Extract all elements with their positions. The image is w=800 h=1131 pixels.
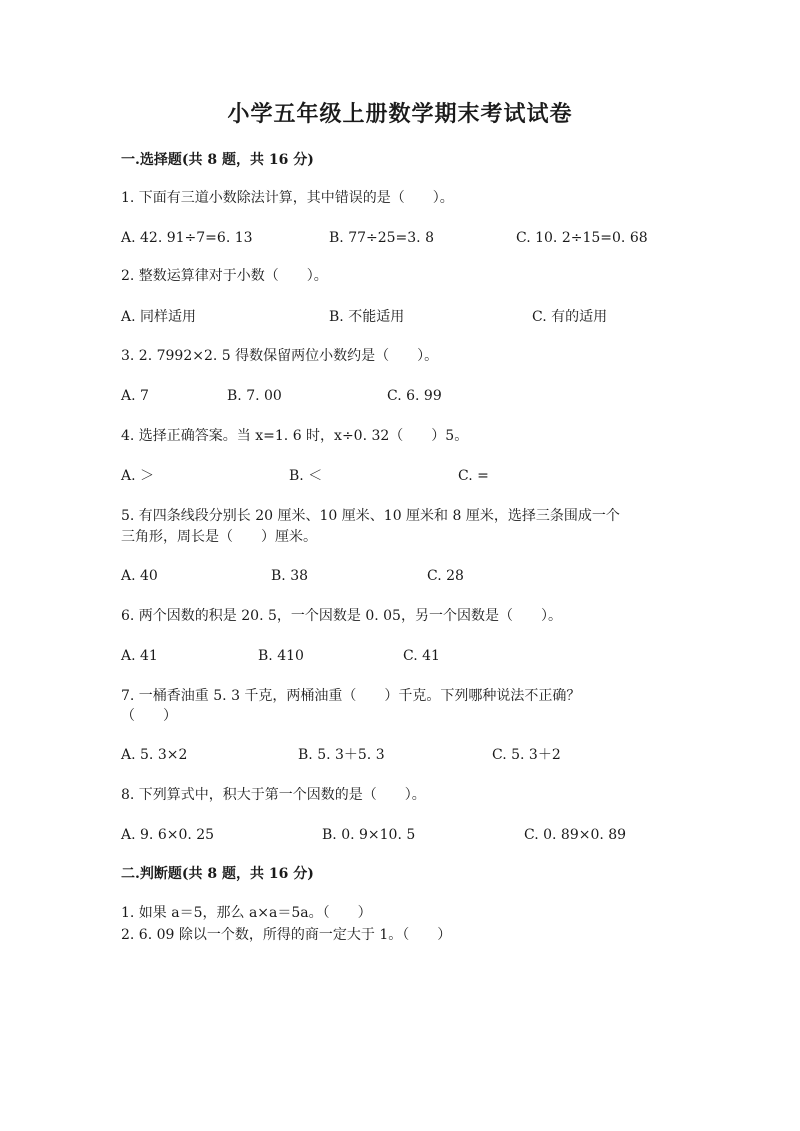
question-stem: 2. 6. 09 除以一个数，所得的商一定大于 1。（ ） <box>121 927 452 943</box>
question-stem: 2. 整数运算律对于小数（ ）。 <box>121 268 328 284</box>
option-c: C. 6. 99 <box>387 388 442 404</box>
question-stem: 4. 选择正确答案。当 x=1. 6 时，x÷0. 32（ ）5。 <box>121 428 469 444</box>
option-b: B. 410 <box>258 648 304 664</box>
option-c: C. 41 <box>403 648 440 664</box>
option-b: B. 5. 3＋5. 3 <box>298 747 385 763</box>
option-c: C. 0. 89×0. 89 <box>524 827 627 843</box>
option-b: B. 不能适用 <box>329 309 405 325</box>
question-stem: 5. 有四条线段分别长 20 厘米、10 厘米、10 厘米和 8 厘米，选择三条围成一个 <box>121 508 620 524</box>
question-stem: 6. 两个因数的积是 20. 5，一个因数是 0. 05，另一个因数是（ ）。 <box>121 608 562 624</box>
option-c: C. 10. 2÷15=0. 68 <box>516 230 648 246</box>
option-c: C. 有的适用 <box>532 309 608 325</box>
question-stem-continued: （ ） <box>121 708 177 724</box>
option-b: B. 38 <box>271 568 309 584</box>
option-b: B. 77÷25=3. 8 <box>329 230 434 246</box>
option-b: B. 7. 00 <box>227 388 282 404</box>
option-a: A. 40 <box>121 568 158 584</box>
option-b: B. ＜ <box>289 468 323 484</box>
option-a: A. 9. 6×0. 25 <box>121 827 215 843</box>
option-a: A. 41 <box>121 648 158 664</box>
question-stem: 1. 下面有三道小数除法计算，其中错误的是（ ）。 <box>121 190 454 206</box>
section-heading-judgement: 二.判断题(共 8 题，共 16 分) <box>121 866 314 882</box>
option-a: A. 同样适用 <box>121 309 197 325</box>
question-stem-continued: 三角形，周长是（ ）厘米。 <box>121 529 317 545</box>
question-stem: 3. 2. 7992×2. 5 得数保留两位小数约是（ ）。 <box>121 348 439 364</box>
section-heading-choice: 一.选择题(共 8 题，共 16 分) <box>121 152 314 168</box>
option-a: A. 42. 91÷7=6. 13 <box>121 230 253 246</box>
option-b: B. 0. 9×10. 5 <box>322 827 416 843</box>
page-title: 小学五年级上册数学期末考试试卷 <box>227 101 573 127</box>
option-c: C. 5. 3＋2 <box>492 747 561 763</box>
option-a: A. 7 <box>121 388 149 404</box>
question-stem: 7. 一桶香油重 5. 3 千克，两桶油重（ ）千克。下列哪种说法不正确？ <box>121 688 581 704</box>
option-a: A. 5. 3×2 <box>121 747 188 763</box>
question-stem: 1. 如果 a＝5，那么 a×a＝5a。（ ） <box>121 905 372 921</box>
option-c: C. 28 <box>427 568 464 584</box>
question-stem: 8. 下列算式中，积大于第一个因数的是（ ）。 <box>121 787 426 803</box>
option-a: A. ＞ <box>121 468 155 484</box>
option-c: C. = <box>458 468 489 484</box>
